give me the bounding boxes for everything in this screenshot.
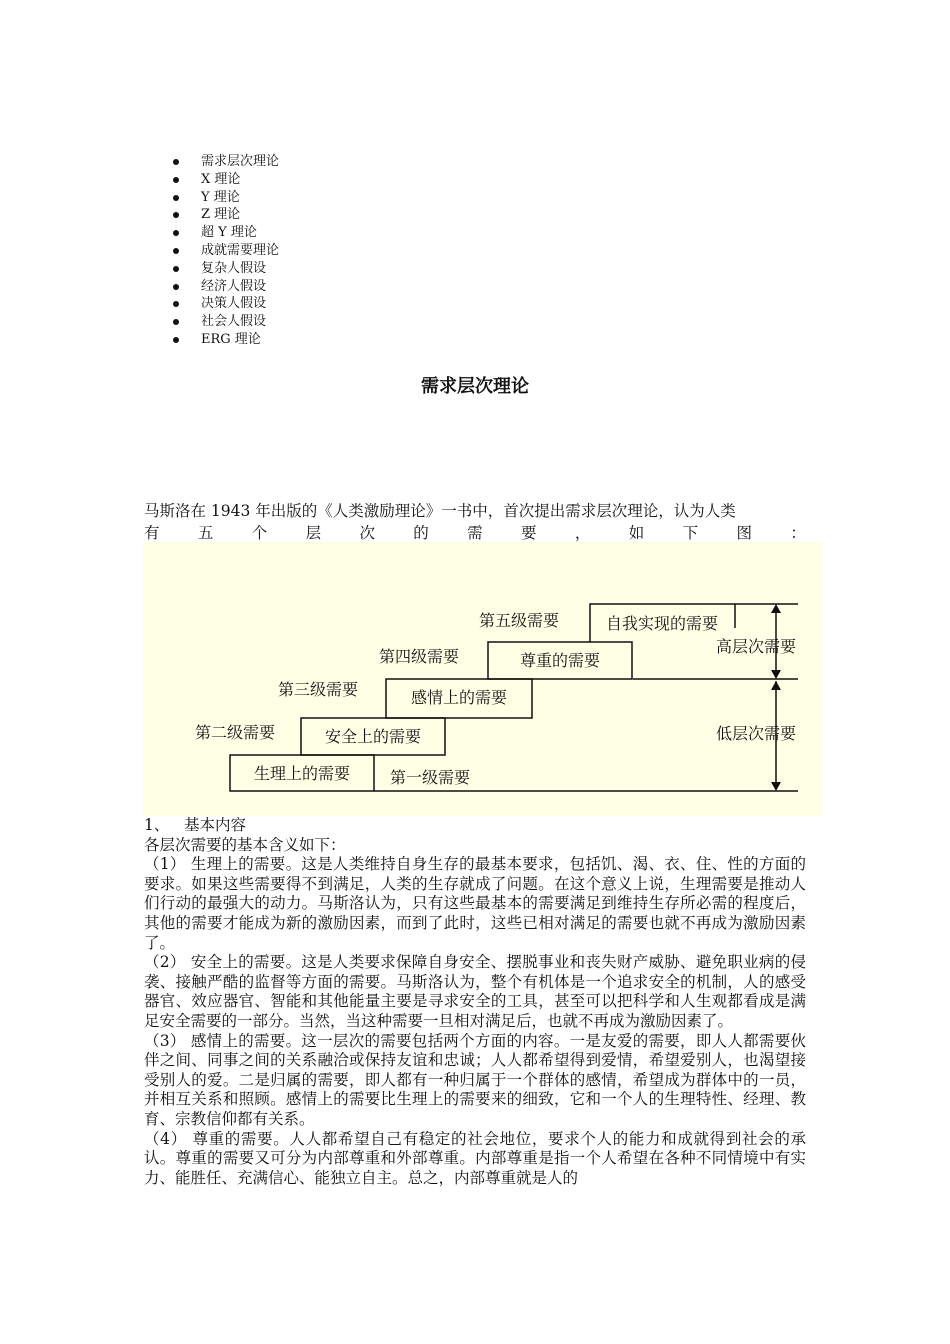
bullet-icon: [173, 230, 179, 236]
bullet-icon: [173, 301, 179, 307]
high-level-label: 高层次需要: [716, 637, 797, 656]
toc-item[interactable]: Y 理论: [173, 189, 279, 207]
level-4-label: 第四级需要: [379, 647, 460, 666]
section-number: 1、: [144, 816, 170, 834]
toc-item[interactable]: 复杂人假设: [173, 260, 279, 278]
bullet-icon: [173, 159, 179, 165]
toc-item[interactable]: 经济人假设: [173, 278, 279, 296]
bullet-icon: [173, 212, 179, 218]
bullet-icon: [173, 284, 179, 290]
arrow-up-icon: [771, 604, 781, 613]
arrow-up-icon: [771, 681, 781, 690]
arrow-down-icon: [771, 782, 781, 791]
need-self-actualization: 自我实现的需要: [605, 614, 719, 633]
toc-item[interactable]: 社会人假设: [173, 313, 279, 331]
arrow-down-icon: [771, 670, 781, 679]
need-esteem: 尊重的需要: [519, 651, 601, 670]
need-safety: 安全上的需要: [324, 727, 422, 746]
toc-item[interactable]: 决策人假设: [173, 295, 279, 313]
bullet-icon: [173, 337, 179, 343]
toc-item[interactable]: X 理论: [173, 171, 279, 189]
bullet-icon: [173, 266, 179, 272]
page-title: 需求层次理论: [421, 376, 529, 397]
toc-item[interactable]: Z 理论: [173, 206, 279, 224]
section-title: 基本内容: [184, 816, 247, 834]
need-physiological: 生理上的需要: [253, 764, 351, 783]
toc-item[interactable]: 成就需要理论: [173, 242, 279, 260]
toc-item[interactable]: 需求层次理论: [173, 153, 279, 171]
low-level-label: 低层次需要: [716, 724, 797, 743]
paragraph-esteem: （4） 尊重的需要。人人都希望自己有稳定的社会地位，要求个人的能力和成就得到社会的承认。尊重的需要又可分为内部尊重和外部尊重。内部尊重是指一个人希望在各种不同情境中有实力、能胜任、充满信心、能独立自主。总之，内部尊重就是人的: [144, 1129, 806, 1187]
level-2-label: 第二级需要: [195, 723, 276, 742]
intro-line-1: 马斯洛在 1943 年出版的《人类激励理论》一书中，首次提出需求层次理论，认为人类: [144, 502, 736, 520]
staircase-svg: [143, 542, 821, 816]
body-text: [144, 816, 806, 1188]
level-3-label: 第三级需要: [278, 680, 359, 699]
paragraph-love: （3） 感情上的需要。这一层次的需要包括两个方面的内容。一是友爱的需要，即人人都需要伙伴之间、同事之间的关系融洽或保持友谊和忠诚；人人都希望得到爱情，希望爱别人，也渴望接受别人的爱。二是归属的需要，即人都有一种归属于一个群体的感情，希望成为群体中的一员，并相互关系和照顾。感情上的需要比生理上的需要来的细致，它和一个人的生理特性、经理、教育、宗教信仰都有关系。: [144, 1031, 806, 1128]
lead-line: 各层次需要的基本含义如下：: [144, 835, 346, 854]
need-love: 感情上的需要: [410, 688, 508, 707]
level-5-label: 第五级需要: [479, 611, 560, 630]
intro-paragraph: [144, 500, 806, 544]
bullet-icon: [173, 195, 179, 201]
paragraph-safety: （2） 安全上的需要。这是人类要求保障自身安全、摆脱事业和丧失财产威胁、避免职业病的侵袭、接触严酷的监督等方面的需要。马斯洛认为，整个有机体是一个追求安全的机制，人的感受器官、效应器官、智能和其他能量主要是寻求安全的工具，甚至可以把科学和人生观都看成是满足安全需要的一部分。当然，当这种需要一旦相对满足后，也就不再成为激励因素了。: [144, 953, 806, 1030]
toc-list: [173, 153, 279, 349]
bullet-icon: [173, 177, 179, 183]
section-heading: [144, 816, 806, 836]
level-1-label: 第一级需要: [390, 768, 471, 787]
toc-item[interactable]: 超 Y 理论: [173, 224, 279, 242]
intro-line-2: 有 五 个 层 次 的 需 要 ， 如 下 图 ：: [144, 524, 806, 542]
hierarchy-diagram: [143, 542, 821, 816]
toc-item[interactable]: ERG 理论: [173, 331, 279, 349]
paragraph-physiological: （1） 生理上的需要。这是人类维持自身生存的最基本要求，包括饥、渴、衣、住、性的方面的要求。如果这些需要得不到满足，人类的生存就成了问题。在这个意义上说，生理需要是推动人们行动的最强大的动力。马斯洛认为，只有这些最基本的需要满足到维持生存所必需的程度后，其他的需要才能成为新的激励因素，而到了此时，这些已相对满足的需要也就不再成为激励因素了。: [144, 855, 806, 952]
bullet-icon: [173, 319, 179, 325]
bullet-icon: [173, 248, 179, 254]
